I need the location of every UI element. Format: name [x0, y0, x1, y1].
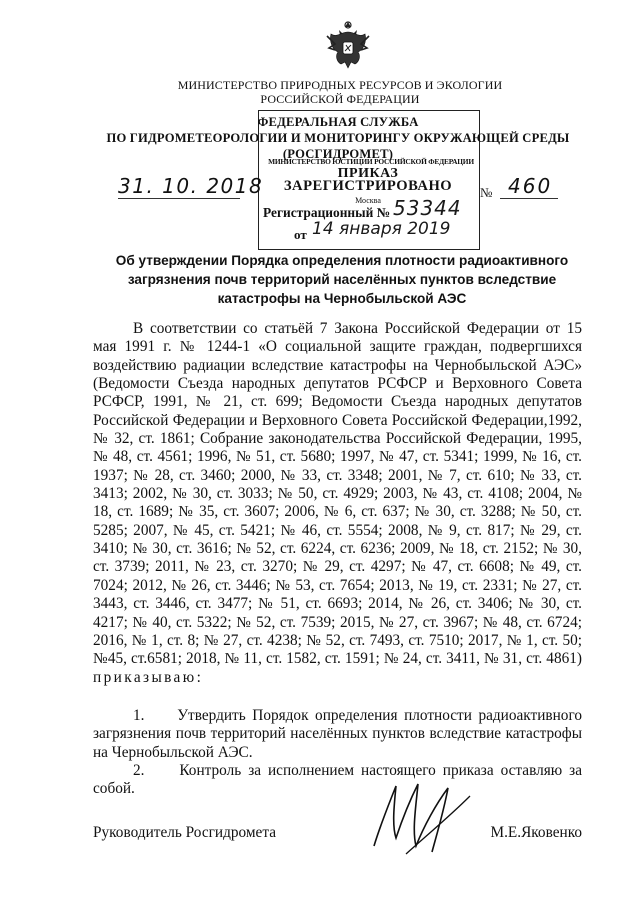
- item-1: 1. Утвердить Порядок определения плотности радиоактивного загрязнения почв территорий населённых пунктов вследствие катастрофы на Чернобыльской АЭС.: [93, 706, 582, 761]
- preamble-text: В соответствии со статьёй 7 Закона Российской Федерации от 15 мая 1991 г. № 1244-1 «О социальной защите граждан, подвергшихся воздействию радиации вследствие катастрофы на Чернобыльской АЭС» (Ведомости Съезда народных депутатов РСФСР и Верховного Совета РСФСР, 1991, № 21, ст. 699; Ведомости Съезда народных депутатов Российской Федерации и Верховного Совета Российской Федерации,1992, № 32, ст. 1861; Собрание законодательства Российской Федерации, 1995, № 48, ст. 4561; 1996, № 51, ст. 5680; 1997, № 47, ст. 5341; 1999, № 16, ст. 1937; № 28, ст. 3460; 2000, № 33, ст. 3348; 2001, № 7, ст. 610; № 33, ст. 3413; 2002, № 30, ст. 3033; № 50, ст. 4929; 2003, № 43, ст. 4108; 2004, № 18, ст. 1689; № 35, ст. 3607; 2006, № 6, ст. 637; № 30, ст. 3288; № 50, ст. 5285; 2007, № 45, ст. 5421; № 46, ст. 5554; 2008, № 9, ст. 817; № 29, ст. 3410; № 30, ст. 3616; № 52, ст. 6224, ст. 6236; 2009, № 18, ст. 2152; № 30, ст. 3739; 2011, № 23, ст. 3270; № 29, ст. 4297; № 47, ст. 6608; № 49, ст. 7024; 2012, № 26, ст. 3446; № 53, ст. 7654; 2013, № 19, ст. 2331; № 27, ст. 3443, ст. 3446, ст. 3477; № 51, ст. 6693; 2014, № 26, ст. 3406; № 30, ст. 4217; № 40, ст. 5322; № 52, ст. 7539; 2015, № 27, ст. 3967; № 48, ст. 6724; 2016, № 1, ст. 8; № 27, ст. 4238; № 52, ст. 7493, ст. 7510; 2017, № 1, ст. 50; №45, ст.6581; 2018, № 11, ст. 1582, ст. 1591; № 24, ст. 3411, № 31, ст. 4861): [93, 320, 582, 668]
- service-line-3: (РОСГИДРОМЕТ): [282, 147, 394, 161]
- signatory-name: М.Е.Яковенко: [490, 824, 582, 841]
- order-number-sign: №: [480, 185, 493, 200]
- stamp-ministry-text: МИНИСТЕРСТВО ЮСТИЦИИ РОССИЙСКОЙ ФЕДЕРАЦИИ: [268, 157, 474, 166]
- stamp-from-label: от: [294, 227, 307, 242]
- order-word: приказываю:: [93, 668, 204, 686]
- stamp-reg-number: 53344: [393, 196, 462, 220]
- stamp-reg-date: 14 января 2019: [312, 219, 451, 239]
- ministry-heading: [160, 78, 520, 106]
- order-number-underline: [500, 198, 558, 199]
- service-line-2: ПО ГИДРОМЕТЕОРОЛОГИИ И МОНИТОРИНГУ ОКРУЖАЮЩЕЙ СРЕДЫ: [106, 131, 570, 145]
- ministry-line-2: РОССИЙСКОЙ ФЕДЕРАЦИИ: [260, 92, 420, 106]
- item-2: 2. Контроль за исполнением настоящего приказа оставляю за собой.: [93, 761, 582, 798]
- service-heading: [88, 114, 588, 162]
- signature-block: [93, 824, 582, 844]
- stamp-reg-label: Регистрационный №: [263, 205, 391, 220]
- order-date-underline: [118, 198, 240, 199]
- title-line-3: катастрофы на Чернобыльской АЭС: [217, 291, 467, 306]
- order-number: 460: [508, 174, 553, 198]
- title-line-1: Об утверждении Порядка определения плотности радиоактивного: [115, 253, 569, 268]
- order-date: 31. 10. 2018: [118, 174, 264, 198]
- stamp-registered: ЗАРЕГИСТРИРОВАНО: [283, 178, 453, 194]
- title-line-2: загрязнения почв территорий населённых пунктов вследствие: [127, 272, 557, 287]
- ministry-line-1: МИНИСТЕРСТВО ПРИРОДНЫХ РЕСУРСОВ И ЭКОЛОГИИ: [177, 78, 503, 92]
- coat-of-arms-emblem: [323, 18, 373, 72]
- stamp-city: Москва: [355, 196, 381, 205]
- preamble-paragraph: [93, 320, 582, 687]
- prikaz-label: ПРИКАЗ: [337, 166, 399, 181]
- document-title: [92, 251, 592, 308]
- document-body: [93, 320, 582, 799]
- signatory-position: Руководитель Росгидромета: [93, 824, 276, 841]
- service-line-1: ФЕДЕРАЛЬНАЯ СЛУЖБА: [257, 115, 419, 129]
- handwritten-signature: [366, 776, 476, 858]
